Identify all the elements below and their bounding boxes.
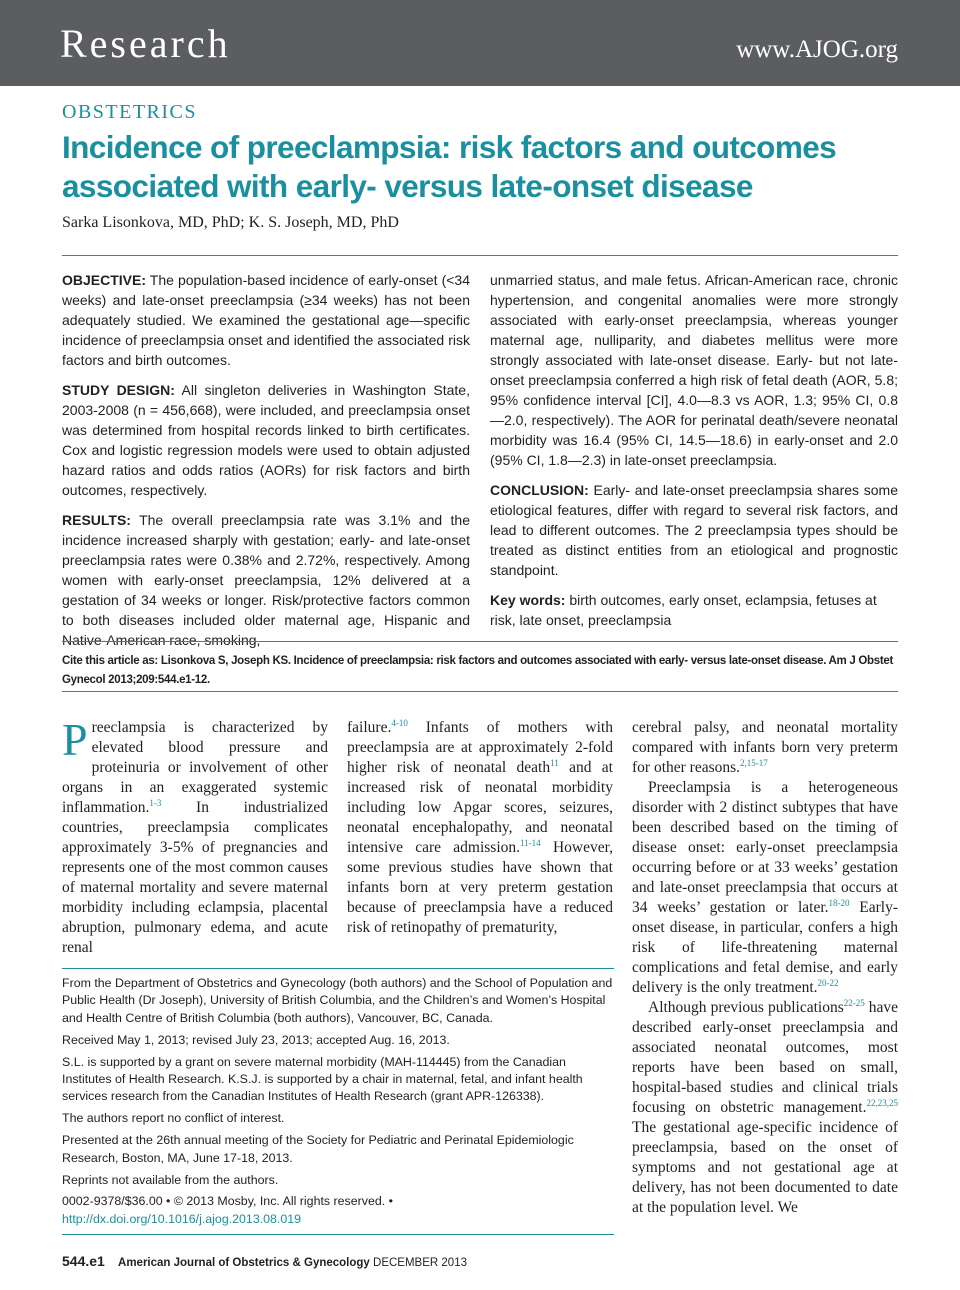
abstract-left-column: [62, 270, 470, 660]
doi-link[interactable]: http://dx.doi.org/10.1016/j.ajog.2013.08.019: [62, 1211, 302, 1226]
keywords-text: birth outcomes, early onset, eclampsia, fetuses at risk, late onset, preeclampsia: [490, 592, 877, 628]
text-run: and at increased risk of neonatal morbidity including low Apgar scores, seizures, neonatal encephalopathy, and neonatal intensive care admission.: [347, 759, 613, 856]
intro-paragraph-1-end: [632, 718, 898, 778]
affil-from: From the Department of Obstetrics and Gynecology (both authors) and the School of Population and Public Health (Dr Joseph), University of British Columbia, and the Children’s and Women’s Hospital and Health Centre of British Columbia (both authors), Vancouver, BC, Canada.: [62, 976, 613, 1025]
affil-received: Received May 1, 2013; revised July 23, 2013; accepted Aug. 16, 2013.: [62, 1032, 450, 1047]
body-column-1: [62, 718, 328, 958]
design-text: All singleton deliveries in Washington State, 2003-2008 (n = 456,668), were included, and preeclampsia onset was determined from hospital records linked to birth certificates. Cox and logistic regression models were used to obtain adjusted hazard ratios and odds ratios (AORs) for risk factors and birth outcomes, respectively.: [62, 382, 470, 498]
abstract-conclusion: [490, 480, 898, 580]
body-column-3: [632, 718, 898, 1218]
ref-link[interactable]: 18-20: [828, 897, 850, 908]
ref-link[interactable]: 22-25: [843, 997, 865, 1008]
intro-paragraph-2: [632, 778, 898, 998]
article-authors: Sarka Lisonkova, MD, PhD; K. S. Joseph, MD, PhD: [62, 214, 399, 231]
issn-text: 0002-9378/$36.00 • © 2013 Mosby, Inc. All rights reserved. •: [62, 1194, 393, 1209]
ref-link[interactable]: 11: [550, 757, 559, 768]
issue-date: DECEMBER 2013: [373, 1257, 467, 1269]
text-run: cerebral palsy, and neonatal mortality compared with infants born very preterm for other reasons.: [632, 719, 898, 776]
affil-conflict: The authors report no conflict of interest.: [62, 1111, 285, 1126]
conclusion-text: Early- and late-onset preeclampsia shares some etiological features, differ with regard to several risk factors, and lead to different outcomes. The 2 preeclampsia types should be treated as distinct entities from an etiological and prognostic standpoint.: [490, 482, 898, 578]
objective-text: The population-based incidence of early-onset (<34 weeks) and late-onset preeclampsia (≥34 weeks) has not been adequately studied. We examined the gestational age—specific incidence of preeclampsia onset and identified the associated risk factors and birth outcomes.: [62, 272, 470, 368]
affil-issn: [62, 1193, 614, 1235]
intro-paragraph-1: [62, 718, 328, 958]
results-continued: unmarried status, and male fetus. African-American race, chronic hypertension, and congenital anomalies were more strongly associated with early-onset preeclampsia, whereas younger maternal age, nulliparity, and diabetes mellitus were more strongly associated with late-onset disease. Early- but not late-onset preeclampsia conferred a high risk of fetal death (AOR, 5.8; 95% confidence interval [CI], 4.0—8.3 vs AOR, 1.3; 95% CI, 0.8—2.0, respectively). The AOR for perinatal death/severe neonatal morbidity was 16.4 (95% CI, 14.5—18.6) in early-onset and 2.0 (95% CI, 1.8—2.3) in late-onset preeclampsia.: [490, 272, 898, 468]
conclusion-label: CONCLUSION:: [490, 482, 589, 498]
section-label: Research: [60, 21, 231, 66]
page-footer: [62, 1253, 467, 1269]
results-label: RESULTS:: [62, 512, 131, 528]
affiliations-box: [62, 968, 614, 1240]
abstract-bottom-rule: [62, 641, 898, 642]
keywords-label: Key words:: [490, 592, 566, 608]
ref-link[interactable]: 20-22: [817, 977, 839, 988]
text-run: Although previous publications: [648, 999, 844, 1016]
text-run: Infants of mothers with preeclampsia are at approximately 2-fold higher risk of neonatal death: [347, 719, 613, 776]
results-text-a: The overall preeclampsia rate was 3.1% and the incidence increased sharply with gestation; early- and late-onset preeclampsia rates were 0.38% and 2.72%, respectively. Among women with early-onset preeclampsia, 12% delivered at a gestation of 34 weeks or longer. Risk/protective factors common to both diseases included older maternal age, Hispanic and Native-American race, smoking,: [62, 512, 470, 648]
ref-link[interactable]: 4-10: [391, 718, 408, 728]
citation: Cite this article as: Lisonkova S, Joseph KS. Incidence of preeclampsia: risk factors and outcomes associated with early- versus late-onset disease. Am J Obstet Gynecol 2013;209:544.e1-12.: [62, 655, 893, 686]
text-run: In industrialized countries, preeclampsia complicates approximately 3-5% of pregnancies and represents one of the most common causes of maternal mortality and severe maternal morbidity including eclampsia, placental abruption, pulmonary edema, and acute renal: [62, 799, 328, 956]
text-run: Early-onset disease, in particular, confers a high risk of life-threatening maternal complications and fetal demise, and early delivery is the only treatment.: [632, 899, 898, 996]
text-run: failure.: [347, 719, 392, 736]
ref-link[interactable]: 11-14: [520, 837, 541, 848]
journal-name: American Journal of Obstetrics & Gynecology: [118, 1257, 370, 1269]
objective-label: OBJECTIVE:: [62, 272, 147, 288]
text-run: Preeclampsia is a heterogeneous disorder with 2 distinct subtypes that have been described based on the timing of disease onset: early-onset preeclampsia occurring before or at 33 weeks’ gestation and late-onset preeclampsia that occurs at 34 weeks’ gestation or later.: [632, 779, 898, 916]
design-label: STUDY DESIGN:: [62, 382, 175, 398]
ref-link[interactable]: 1-3: [149, 797, 162, 808]
intro-paragraph-3: [632, 998, 898, 1218]
article-category: OBSTETRICS: [62, 101, 198, 123]
abstract-objective: [62, 270, 470, 370]
text-run: have described early-onset preeclampsia and associated neonatal outcomes, most reports have been based on small, hospital-based studies and clinical trials focusing on obstetric management.: [632, 999, 898, 1116]
affil-reprints: Reprints not available from the authors.: [62, 1172, 279, 1187]
ref-link[interactable]: 22,23,25: [866, 1097, 898, 1108]
abstract-results: [62, 510, 470, 650]
affil-presented: Presented at the 26th annual meeting of the Society for Pediatric and Perinatal Epidemiologic Research, Boston, MA, June 17-18, 2013.: [62, 1133, 574, 1165]
abstract-top-rule: [62, 255, 898, 256]
article-title: Incidence of preeclampsia: risk factors and outcomes associated with early- versus late-onset disease: [62, 129, 837, 204]
text-run: reeclampsia is characterized by elevated blood pressure and proteinuria or involvement of other organs in an exaggerated systemic inflammation.: [62, 719, 328, 816]
intro-paragraph-1-cont: [347, 718, 613, 938]
text-run: However, some previous studies have shown that infants born at very preterm gestation because of preeclampsia have a reduced risk of retinopathy of prematurity,: [347, 839, 613, 936]
ref-link[interactable]: 2,15-17: [740, 757, 768, 768]
header-band: [0, 0, 960, 86]
abstract-design: [62, 380, 470, 500]
abstract-right-column: [490, 270, 898, 640]
drop-cap: P: [62, 718, 88, 765]
affil-support: S.L. is supported by a grant on severe maternal morbidity (MAH-114445) from the Canadian Institutes of Health Research. K.S.J. is supported by a chair in maternal, fetal, and infant health services research from the Canadian Institutes of Health Research (grant APR-126338).: [62, 1054, 583, 1104]
journal-url[interactable]: www.AJOG.org: [736, 36, 898, 63]
abstract-keywords: [490, 590, 898, 630]
page-number: 544.e1: [62, 1253, 105, 1269]
body-column-2: [347, 718, 613, 958]
text-run: The gestational age-specific incidence of preeclampsia, based on the onset of symptoms and not gestational age at delivery, has not been documented to date at the population level. We: [632, 1119, 898, 1216]
citation-rule: [62, 691, 898, 692]
